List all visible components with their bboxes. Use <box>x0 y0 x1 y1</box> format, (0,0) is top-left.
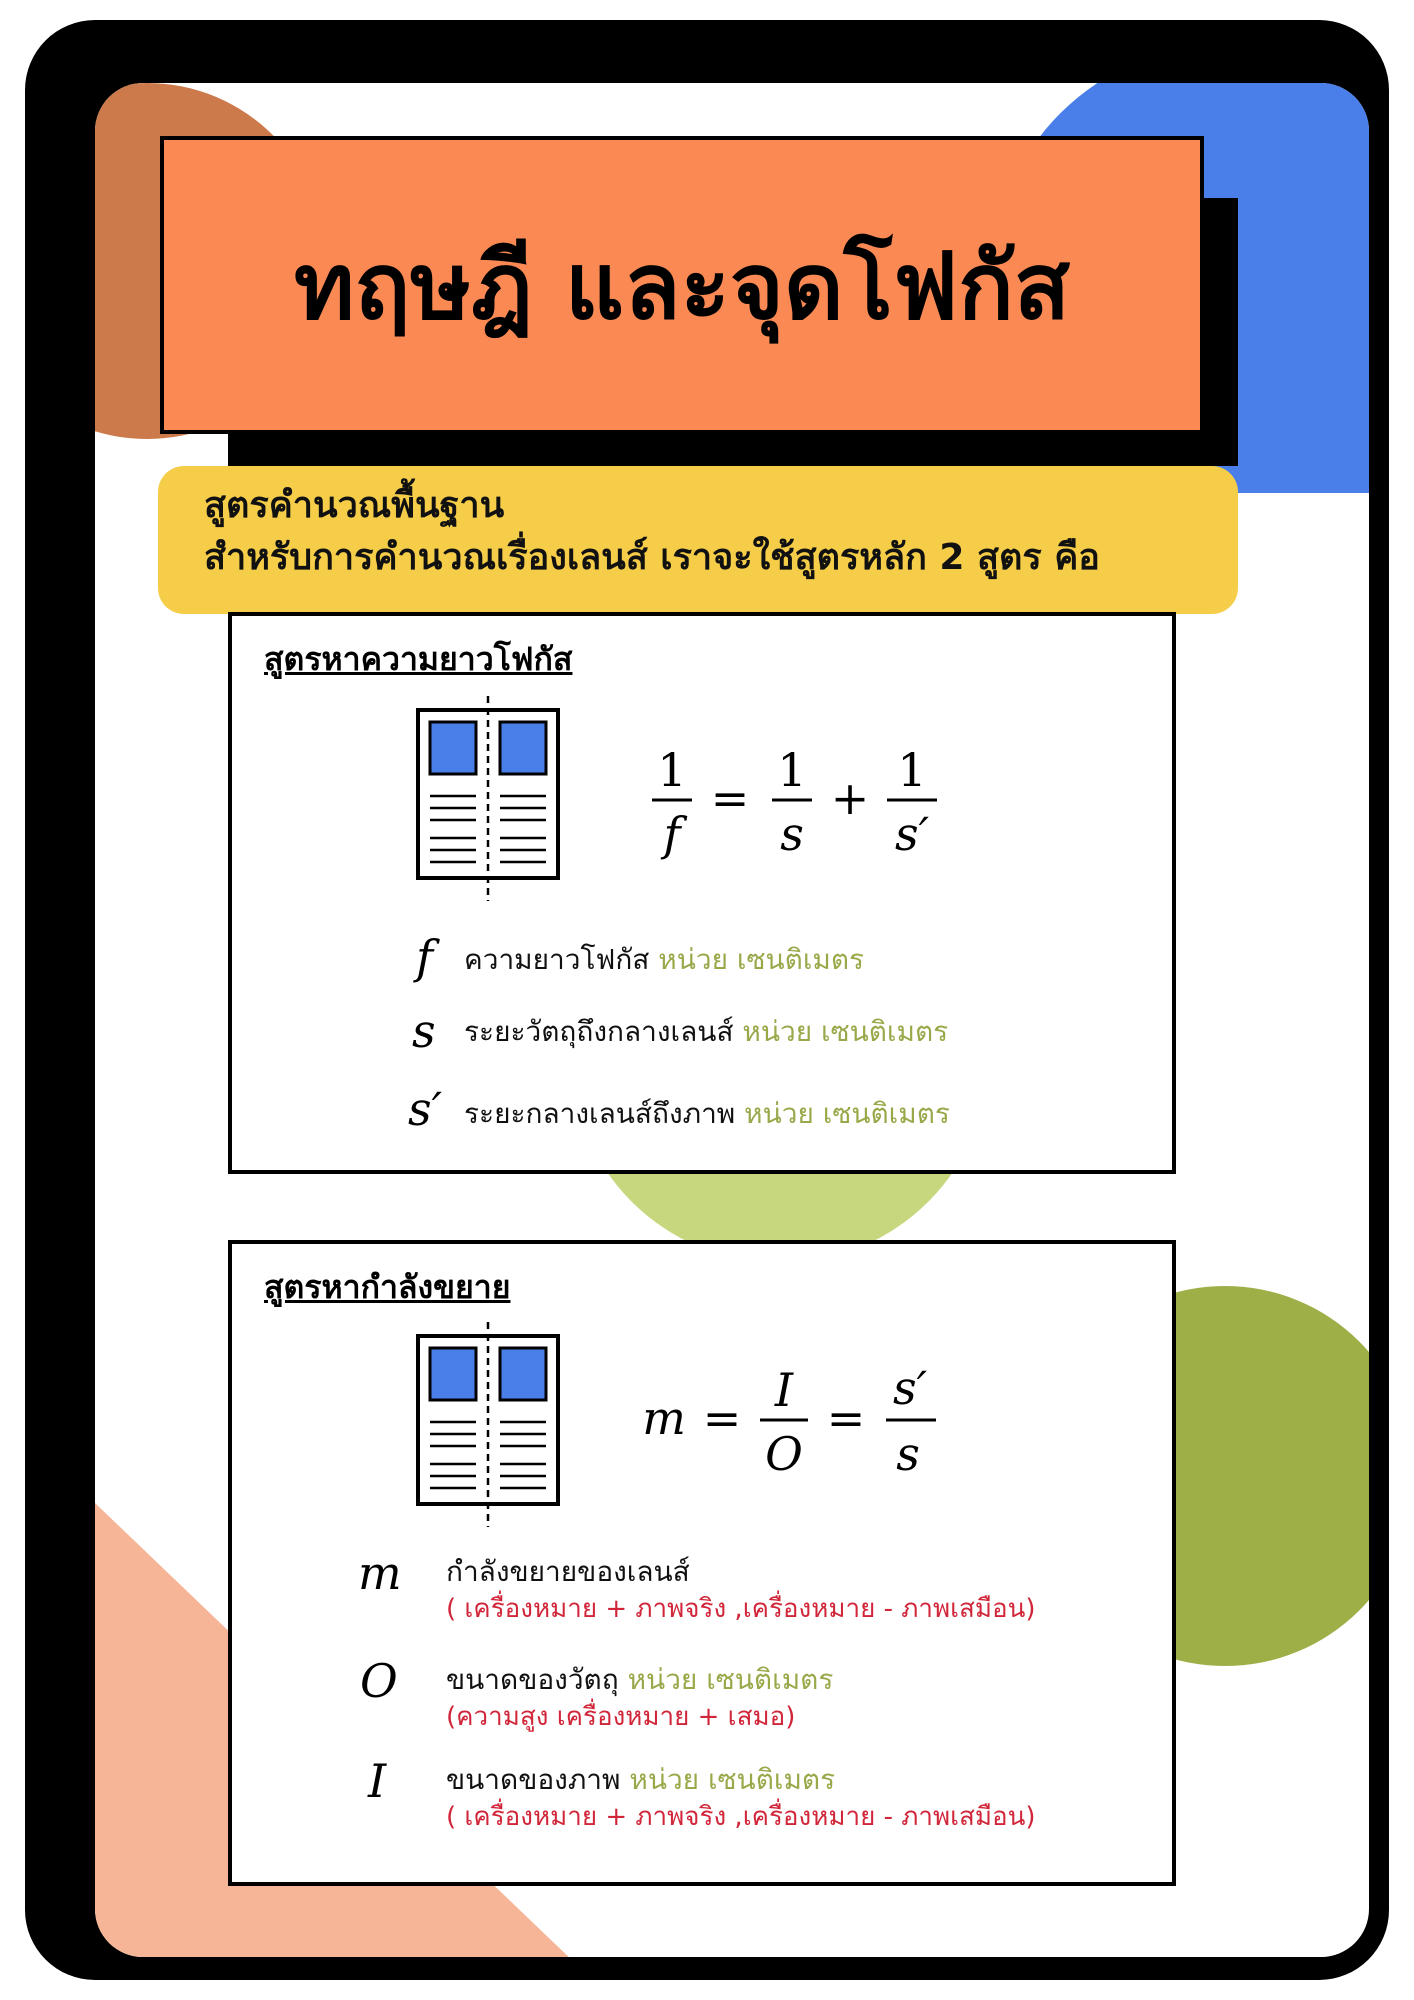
unit-label: หน่วย เซนติเมตร <box>629 1763 836 1796</box>
magnification-card <box>228 1240 1176 1886</box>
unit-label: หน่วย เซนติเมตร <box>627 1663 834 1696</box>
sign-note: (ความสูง เครื่องหมาย + เสมอ) <box>446 1702 796 1732</box>
focal-length-formula <box>632 736 972 876</box>
book-icon <box>416 1322 566 1532</box>
formula-denominator: f <box>663 807 681 861</box>
formula-denominator: s <box>780 807 804 861</box>
symbol-f: f <box>416 930 434 984</box>
magnification-formula <box>632 1352 972 1492</box>
symbol-s-prime: s′ <box>408 1082 443 1136</box>
book-icon <box>416 696 566 906</box>
formula-equals: = <box>702 1391 742 1445</box>
formula-numerator: 1 <box>657 743 687 797</box>
formula-numerator: 1 <box>777 743 807 797</box>
formula-numerator: I <box>774 1363 794 1417</box>
magnification-heading: สูตรหากำลังขยาย <box>264 1268 511 1306</box>
intro-banner <box>158 466 1238 614</box>
unit-label: หน่วย เซนติเมตร <box>658 943 865 976</box>
symbol-s: s <box>412 1004 436 1058</box>
formula-denominator: s <box>896 1427 920 1481</box>
formula-equals: = <box>826 1391 866 1445</box>
page-title: ทฤษฎี และจุดโฟกัส <box>294 232 1070 340</box>
definition-label: ระยะวัตถุถึงกลางเลนส์ <box>464 1015 734 1048</box>
sign-note: ( เครื่องหมาย + ภาพจริง ,เครื่องหมาย - ภาพเสมือน) <box>446 1802 1036 1832</box>
definition-label: ระยะกลางเลนส์ถึงภาพ <box>464 1097 736 1130</box>
formula-denominator: s′ <box>894 807 930 861</box>
banner-subtext: สำหรับการคำนวณเรื่องเลนส์ เราจะใช้สูตรหลัก 2 สูตร คือ <box>204 537 1100 578</box>
focal-length-heading: สูตรหาความยาวโฟกัส <box>264 640 573 678</box>
definition-label: ความยาวโฟกัส <box>464 943 650 976</box>
unit-label: หน่วย เซนติเมตร <box>742 1015 949 1048</box>
formula-lhs: m <box>642 1391 686 1445</box>
symbol-m: m <box>358 1546 402 1600</box>
formula-denominator: O <box>765 1427 803 1481</box>
definition-text <box>464 938 864 982</box>
definition-text <box>464 1010 948 1054</box>
formula-numerator: s′ <box>892 1361 928 1415</box>
sign-note: ( เครื่องหมาย + ภาพจริง ,เครื่องหมาย - ภาพเสมือน) <box>446 1594 1036 1624</box>
formula-equals: = <box>710 771 750 825</box>
formula-plus: + <box>830 771 870 825</box>
unit-label: หน่วย เซนติเมตร <box>744 1097 950 1130</box>
banner-heading: สูตรคำนวณพื้นฐาน <box>204 485 505 526</box>
formula-numerator: 1 <box>897 743 927 797</box>
focal-length-card <box>228 612 1176 1174</box>
definition-text <box>464 1092 950 1136</box>
definition-label: ขนาดของวัตถุ <box>446 1663 619 1696</box>
symbol-i: I <box>368 1754 387 1808</box>
symbol-o: O <box>360 1654 398 1708</box>
definition-label: ขนาดของภาพ <box>446 1763 621 1796</box>
definition-label: กำลังขยายของเลนส์ <box>446 1555 690 1588</box>
title-box <box>160 136 1204 434</box>
